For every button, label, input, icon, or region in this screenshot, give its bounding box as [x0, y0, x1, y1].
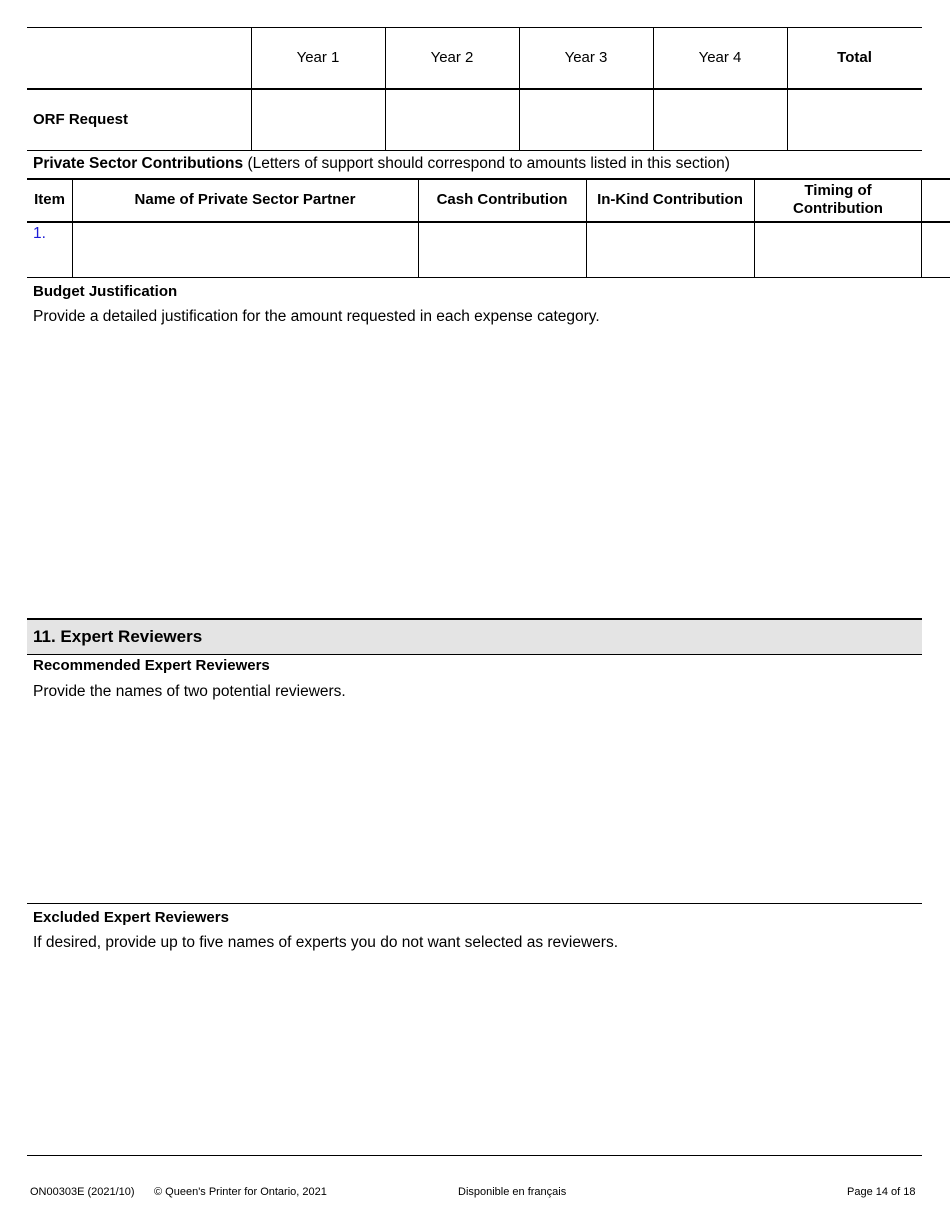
private-sector-heading	[33, 155, 730, 173]
orf-request-year-2-field[interactable]	[387, 91, 518, 149]
footer-copyright: © Queen's Printer for Ontario, 2021	[154, 1186, 327, 1198]
footer-page-number: Page 14 of 18	[847, 1186, 916, 1198]
excluded-reviewers-title: Excluded Expert Reviewers	[33, 909, 229, 926]
column-header-item: Item	[34, 191, 65, 208]
column-header-cash: Cash Contribution	[436, 191, 568, 208]
recommended-reviewers-field[interactable]	[27, 706, 922, 901]
budget-justification-field[interactable]	[27, 332, 922, 616]
timing-contribution-field[interactable]	[756, 224, 920, 276]
column-header-year-3: Year 3	[564, 49, 608, 66]
column-header-year-1: Year 1	[296, 49, 340, 66]
orf-request-year-4-field[interactable]	[655, 91, 786, 149]
orf-request-year-3-field[interactable]	[521, 91, 652, 149]
row-label-orf-request: ORF Request	[33, 111, 129, 128]
divider	[27, 903, 922, 904]
inkind-contribution-field[interactable]	[588, 224, 753, 276]
column-header-timing: Timing of Contribution	[793, 182, 883, 217]
budget-justification-title: Budget Justification	[33, 283, 178, 300]
excluded-reviewers-field[interactable]	[27, 958, 922, 1153]
footer-divider	[27, 1155, 922, 1156]
column-header-partner: Name of Private Sector Partner	[134, 191, 356, 208]
column-header-inkind: In-Kind Contribution	[597, 191, 743, 208]
column-header-year-2: Year 2	[430, 49, 474, 66]
budget-justification-instruction: Provide a detailed justification for the amount requested in each expense category.	[33, 308, 600, 325]
cash-contribution-field[interactable]	[420, 224, 585, 276]
row-item-number: 1.	[33, 225, 46, 242]
private-sector-title: Private Sector Contributions	[33, 155, 244, 172]
orf-request-year-1-field[interactable]	[253, 91, 384, 149]
excluded-reviewers-instruction: If desired, provide up to five names of experts you do not want selected as reviewers.	[33, 934, 619, 951]
partner-name-field[interactable]	[74, 224, 417, 276]
private-sector-note: (Letters of support should correspond to amounts listed in this section)	[247, 155, 730, 172]
recommended-reviewers-instruction: Provide the names of two potential reviewers.	[33, 683, 346, 700]
section-11-heading: 11. Expert Reviewers	[33, 627, 203, 646]
section-11-header	[27, 618, 922, 655]
footer-form-id: ON00303E (2021/10)	[30, 1186, 135, 1198]
recommended-reviewers-title: Recommended Expert Reviewers	[33, 657, 270, 674]
column-header-year-4: Year 4	[698, 49, 742, 66]
column-header-total: Total	[837, 49, 872, 66]
orf-request-total-field[interactable]	[789, 91, 921, 149]
footer-french-link[interactable]: Disponible en français	[458, 1186, 567, 1198]
